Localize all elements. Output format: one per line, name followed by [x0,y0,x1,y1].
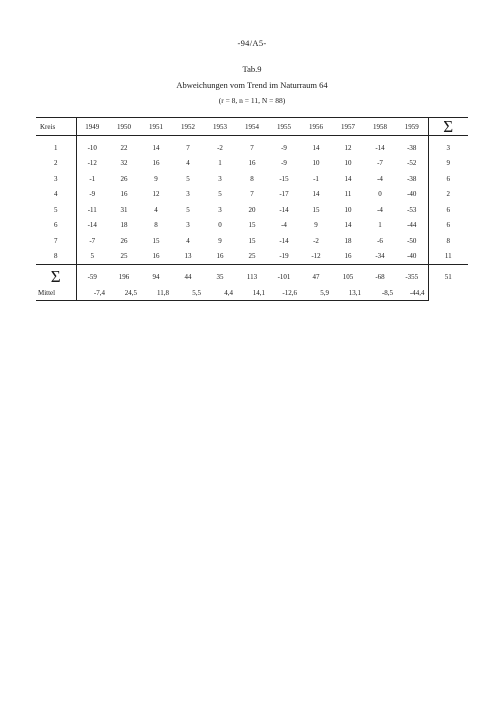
value-cell: 16 [344,252,352,261]
value-cell: 26 [120,236,128,245]
value-cell: -34 [375,252,385,261]
table-title: Abweichungen vom Trend im Naturraum 64 [176,80,328,90]
value-cell: -14 [279,205,289,214]
column-sum-cell: 113 [236,265,268,287]
year-column-header: 1959 [396,118,428,136]
table-label: Tab.9 [242,64,262,74]
row-sum-cell: 9 [428,156,468,172]
value-cell: -7 [89,236,96,245]
value-cell: -9 [281,159,287,168]
table-row [36,202,468,218]
value-cell: 0 [378,190,382,199]
value-cell: 12 [344,143,352,152]
value-cell: 20 [248,205,256,214]
row-sum-cell: 6 [428,171,468,187]
value-cell: -1 [313,174,319,183]
grand-total-cell: 51 [428,265,468,287]
kreis-cell: 2 [36,156,76,172]
value-cell: 16 [216,252,224,261]
value-cell: -19 [279,252,289,261]
value-cell: 4 [154,205,158,214]
value-cell: 9 [154,174,158,183]
table-parameters: (r = 8, n = 11, N = 88) [218,96,286,105]
kreis-cell: 6 [36,218,76,234]
value-cell: -4 [281,221,287,230]
value-cell: 4 [186,236,190,245]
value-cell: 8 [154,221,158,230]
value-cell: -1 [89,174,96,183]
value-cell: 5 [186,205,190,214]
value-cell: 14 [344,174,352,183]
table-row [36,171,468,187]
header-row [36,118,468,136]
value-cell: -4 [377,174,383,183]
value-cell: -40 [407,190,417,199]
table-row [36,136,468,156]
value-cell: -50 [407,236,417,245]
value-cell: -38 [407,174,417,183]
value-cell: 13 [184,252,192,261]
mean-value-cell: -12,6 [268,286,300,301]
value-cell: 3 [218,174,222,183]
table-row [36,233,468,249]
value-cell: 16 [152,252,160,261]
year-column-header: 1955 [268,118,300,136]
value-cell: 10 [344,159,352,168]
kreis-cell: 7 [36,233,76,249]
value-cell: 7 [250,143,254,152]
row-sum-cell: 2 [428,187,468,203]
sum-row-label: Σ [36,265,76,287]
value-cell: 3 [186,190,190,199]
value-cell: 9 [218,236,222,245]
kreis-cell: 5 [36,202,76,218]
value-cell: -53 [407,205,417,214]
value-cell: 3 [186,221,190,230]
value-cell: -2 [313,236,319,245]
table-row [36,187,468,203]
value-cell: -10 [87,143,97,152]
value-cell: 7 [186,143,190,152]
column-sum-cell: 35 [204,265,236,287]
value-cell: -14 [375,143,385,152]
mean-value-cell: -44,4 [396,286,428,301]
column-sum-cell: -355 [396,265,428,287]
value-cell: -6 [377,236,383,245]
value-cell: 15 [312,205,320,214]
table-row [36,249,468,265]
value-cell: 14 [312,143,320,152]
column-sum-cell: 196 [108,265,140,287]
year-column-header: 1952 [172,118,204,136]
value-cell: 5 [218,190,222,199]
value-cell: 15 [248,236,256,245]
row-sum-cell: 8 [428,233,468,249]
value-cell: -4 [377,205,383,214]
value-cell: 10 [312,159,320,168]
value-cell: 8 [250,174,254,183]
mean-value-cell: -8,5 [364,286,396,301]
row-sum-cell: 3 [428,136,468,156]
value-cell: 14 [152,143,160,152]
value-cell: 3 [218,205,222,214]
value-cell: 15 [152,236,160,245]
column-sum-cell: 44 [172,265,204,287]
table-row [36,218,468,234]
mean-value-cell: 24,5 [108,286,140,301]
column-sum-cell: -101 [268,265,300,287]
value-cell: -17 [279,190,289,199]
row-sum-cell: 6 [428,202,468,218]
row-sum-cell: 11 [428,249,468,265]
kreis-cell: 1 [36,136,76,156]
value-cell: 16 [152,159,160,168]
value-cell: 22 [120,143,128,152]
value-cell: 25 [248,252,256,261]
value-cell: -12 [87,159,97,168]
mean-value-cell: 5,5 [172,286,204,301]
value-cell: 1 [378,221,382,230]
mean-row-label: Mittel [36,286,76,301]
value-cell: -15 [279,174,289,183]
value-cell: -12 [311,252,321,261]
value-cell: 1 [218,159,222,168]
kreis-cell: 3 [36,171,76,187]
column-sum-cell: 94 [140,265,172,287]
value-cell: 12 [152,190,160,199]
year-column-header: 1956 [300,118,332,136]
year-column-header: 1957 [332,118,364,136]
row-sum-cell: 6 [428,218,468,234]
value-cell: 18 [120,221,128,230]
kreis-cell: 4 [36,187,76,203]
value-cell: -40 [407,252,417,261]
year-column-header: 1958 [364,118,396,136]
value-cell: -14 [87,221,97,230]
value-cell: 14 [344,221,352,230]
kreis-column-header: Kreis [36,118,76,136]
sum-row [36,265,468,287]
value-cell: -9 [281,143,287,152]
mean-value-cell: 11,8 [140,286,172,301]
value-cell: -38 [407,143,417,152]
year-column-header: 1950 [108,118,140,136]
value-cell: 5 [90,252,94,261]
column-sum-cell: -59 [76,265,108,287]
mean-value-cell: -7,4 [76,286,108,301]
mean-value-cell: 5,9 [300,286,332,301]
value-cell: 10 [344,205,352,214]
value-cell: 11 [344,190,352,199]
value-cell: 16 [248,159,256,168]
value-cell: -44 [407,221,417,230]
value-cell: 16 [120,190,128,199]
value-cell: 4 [186,159,190,168]
mean-value-cell: 13,1 [332,286,364,301]
year-column-header: 1951 [140,118,172,136]
value-cell: -11 [87,205,97,214]
value-cell: -14 [279,236,289,245]
column-sum-cell: 105 [332,265,364,287]
value-cell: 25 [120,252,128,261]
year-column-header: 1954 [236,118,268,136]
value-cell: 14 [312,190,320,199]
table-row [36,156,468,172]
kreis-cell: 8 [36,249,76,265]
value-cell: -52 [407,159,417,168]
value-cell: 7 [250,190,254,199]
value-cell: 32 [120,159,128,168]
page-number: -94/A5- [237,38,267,48]
mean-value-cell: 4,4 [204,286,236,301]
column-sum-cell: -68 [364,265,396,287]
value-cell: 9 [314,221,318,230]
value-cell: -7 [377,159,383,168]
value-cell: 5 [186,174,190,183]
mean-value-cell: 14,1 [236,286,268,301]
value-cell: 0 [218,221,222,230]
year-column-header: 1953 [204,118,236,136]
sum-column-header: Σ [428,118,468,136]
value-cell: -2 [217,143,223,152]
column-sum-cell: 47 [300,265,332,287]
value-cell: -9 [89,190,96,199]
value-cell: 15 [248,221,256,230]
mean-empty-cell [428,286,468,301]
value-cell: 31 [120,205,128,214]
value-cell: 18 [344,236,352,245]
mean-row [36,286,468,301]
value-cell: 26 [120,174,128,183]
deviation-table [36,117,468,301]
year-column-header: 1949 [76,118,108,136]
